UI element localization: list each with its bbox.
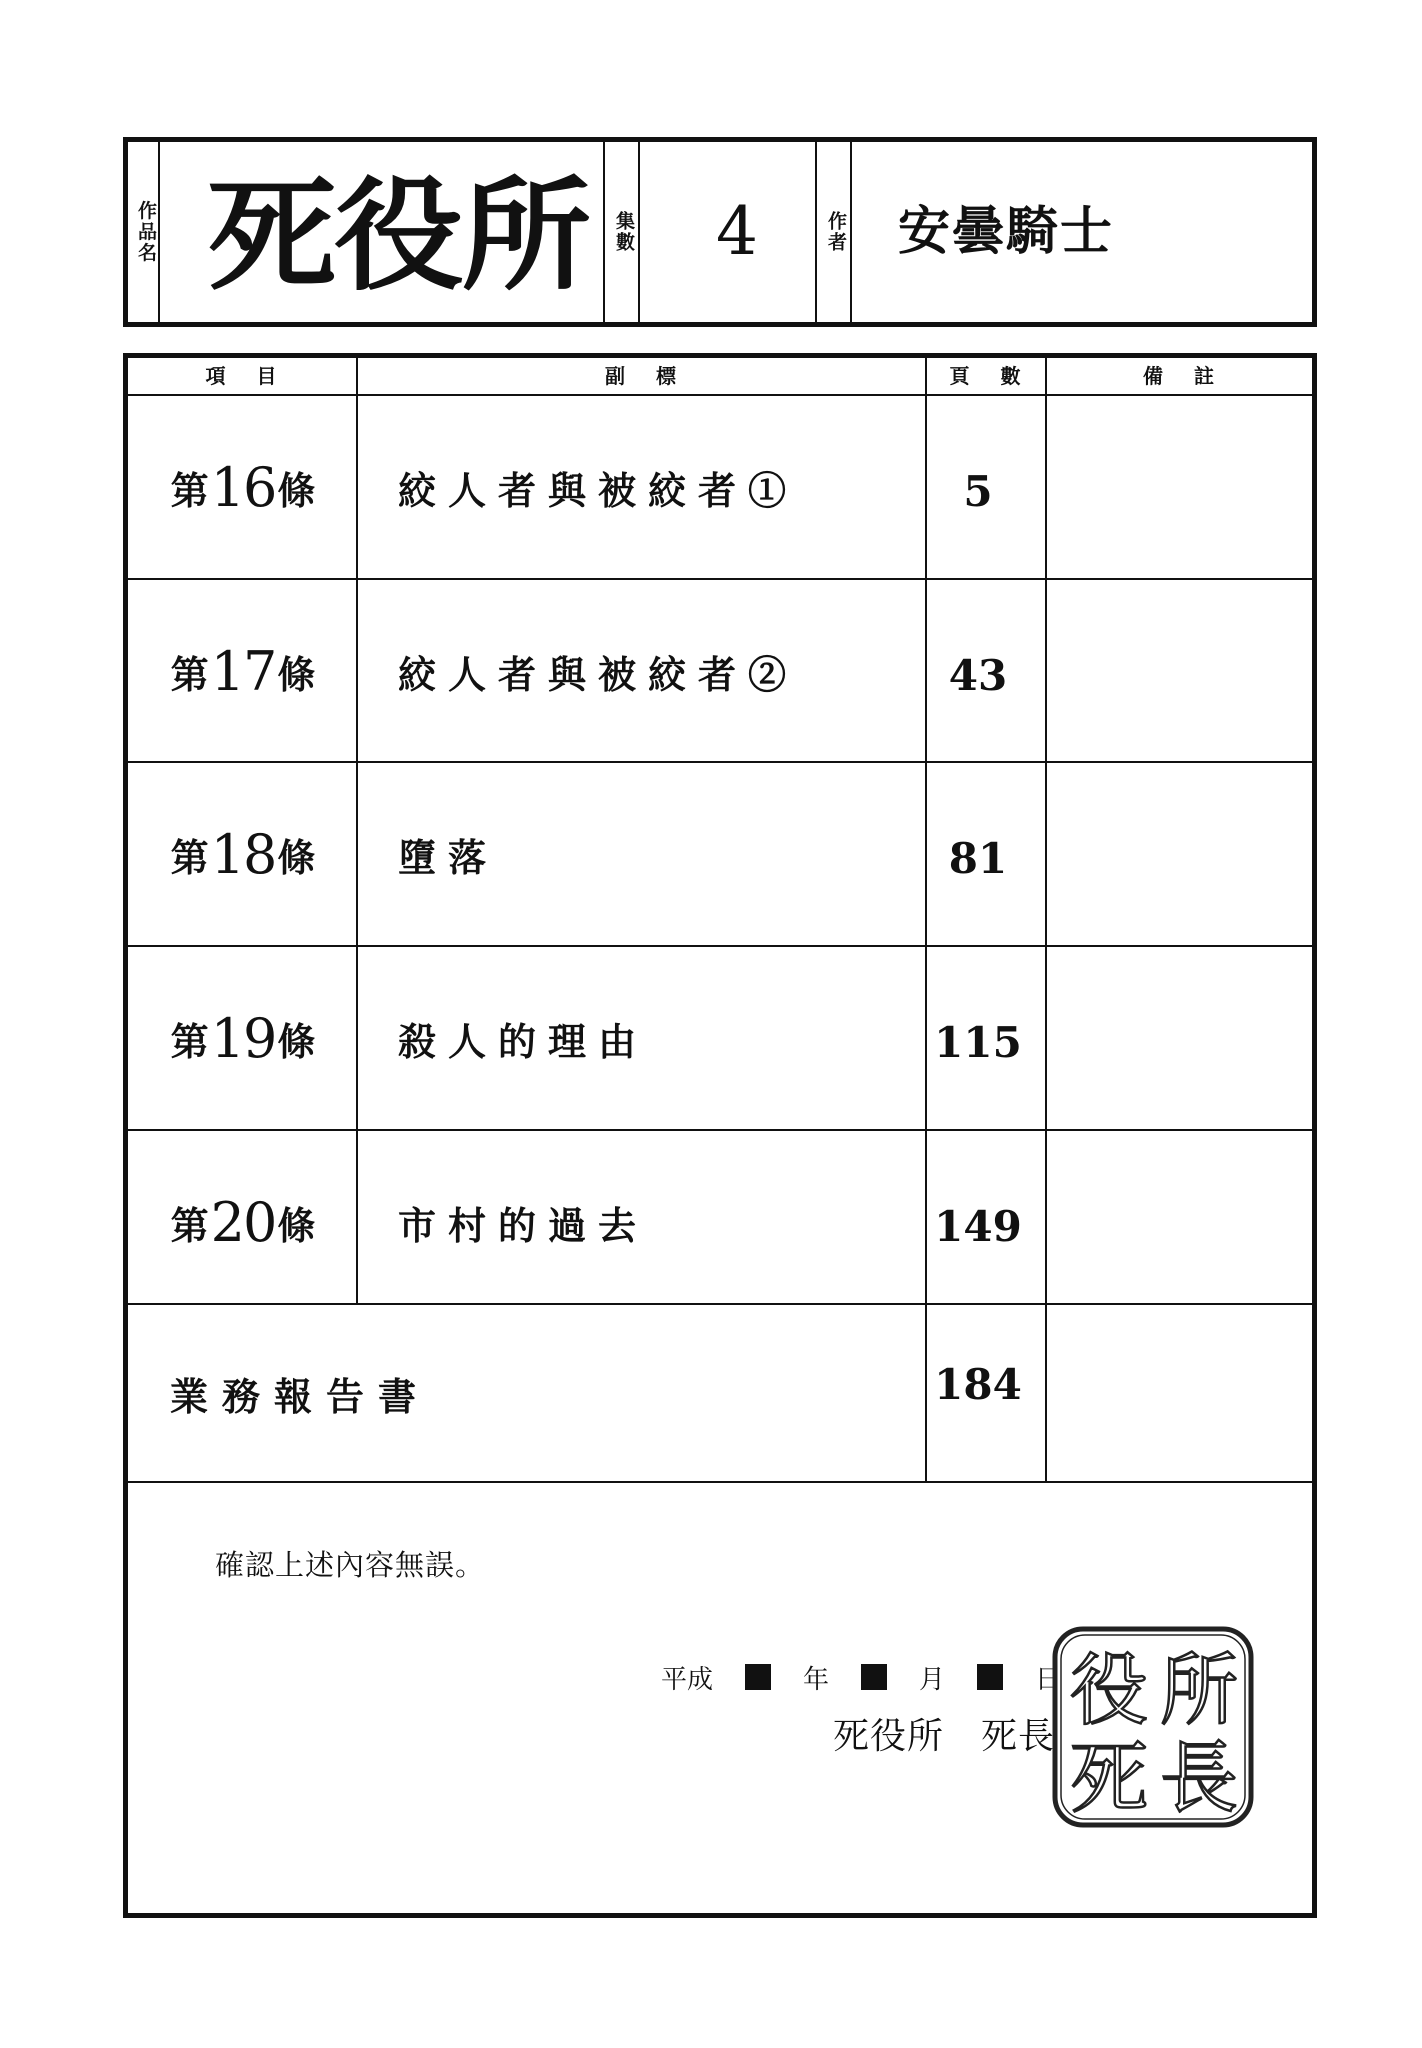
table-row <box>128 947 1312 1129</box>
divider <box>815 142 817 322</box>
chapter-page: 149 <box>934 1201 1022 1251</box>
work-label: 作品名 <box>135 200 157 264</box>
work-title-logo: 死役所 <box>207 163 589 307</box>
divider <box>603 142 605 322</box>
volume-label: 集數 <box>613 211 635 253</box>
chapter-page: 115 <box>934 1017 1022 1067</box>
table-row-report <box>128 1305 1312 1481</box>
header-box <box>123 137 1317 327</box>
chapter-suffix: 條 <box>277 467 316 513</box>
header-pages: 頁 數 <box>949 364 1023 388</box>
year-label: 年 <box>803 1664 830 1695</box>
chapter-suffix: 條 <box>277 651 316 697</box>
chapter-number: 18 <box>210 822 276 886</box>
office-signature: 死役所 死長 <box>833 1716 1056 1757</box>
chapter-prefix: 第 <box>170 834 209 880</box>
table-row <box>128 763 1312 945</box>
chapter-page: 5 <box>963 466 993 516</box>
chapter-subtitle: 絞人者與被絞者② <box>398 651 799 697</box>
era-label: 平成 <box>661 1664 714 1695</box>
confirmation-text: 確認上述內容無誤。 <box>215 1548 486 1582</box>
redacted-month <box>861 1664 887 1690</box>
chapter-item <box>128 396 358 578</box>
chapter-subtitle: 市村的過去 <box>398 1202 649 1248</box>
divider <box>850 142 852 322</box>
divider <box>158 142 160 322</box>
seal-char: 役 <box>1069 1646 1149 1736</box>
seal-char: 所 <box>1159 1646 1239 1736</box>
chapter-subtitle: 殺人的理由 <box>398 1018 649 1064</box>
header-subtitle: 副 標 <box>605 364 678 388</box>
redacted-day <box>977 1664 1003 1690</box>
seal-char: 長 <box>1159 1734 1239 1824</box>
chapter-page: 81 <box>948 833 1008 883</box>
author-name: 安曇騎士 <box>898 202 1115 262</box>
day-label: 日 <box>1035 1664 1062 1695</box>
chapter-number: 17 <box>210 639 276 703</box>
chapter-number: 19 <box>210 1006 276 1070</box>
divider <box>638 142 640 322</box>
report-page: 184 <box>934 1360 1022 1409</box>
chapter-item <box>128 580 358 762</box>
chapter-suffix: 條 <box>277 834 316 880</box>
chapter-page: 43 <box>948 650 1008 700</box>
table-row <box>128 1131 1312 1313</box>
chapter-item <box>128 763 358 945</box>
chapter-suffix: 條 <box>277 1202 316 1248</box>
chapter-subtitle: 墮落 <box>398 834 499 880</box>
date-line <box>661 1657 1061 1697</box>
chapter-suffix: 條 <box>277 1018 316 1064</box>
chapter-number: 20 <box>210 1190 276 1254</box>
table-row <box>128 580 1312 762</box>
chapter-number: 16 <box>210 455 276 519</box>
row-divider <box>128 1481 1312 1483</box>
redacted-year <box>745 1664 771 1690</box>
volume-number: 4 <box>716 193 758 270</box>
chapter-prefix: 第 <box>170 651 209 697</box>
chapter-prefix: 第 <box>170 1018 209 1064</box>
report-label: 業務報告書 <box>170 1373 431 1419</box>
table-row <box>128 396 1312 578</box>
seal-char: 死 <box>1069 1734 1149 1824</box>
chapter-prefix: 第 <box>170 1202 209 1248</box>
chapter-prefix: 第 <box>170 467 209 513</box>
chapter-item <box>128 1131 358 1313</box>
month-label: 月 <box>919 1664 946 1695</box>
contents-table <box>123 353 1317 1918</box>
chapter-item <box>128 947 358 1129</box>
official-seal-stamp <box>1051 1625 1255 1829</box>
author-label: 作者 <box>825 211 847 253</box>
chapter-subtitle: 絞人者與被絞者① <box>398 467 799 513</box>
header-remarks: 備 註 <box>1143 364 1216 388</box>
header-item: 項 目 <box>205 364 279 388</box>
